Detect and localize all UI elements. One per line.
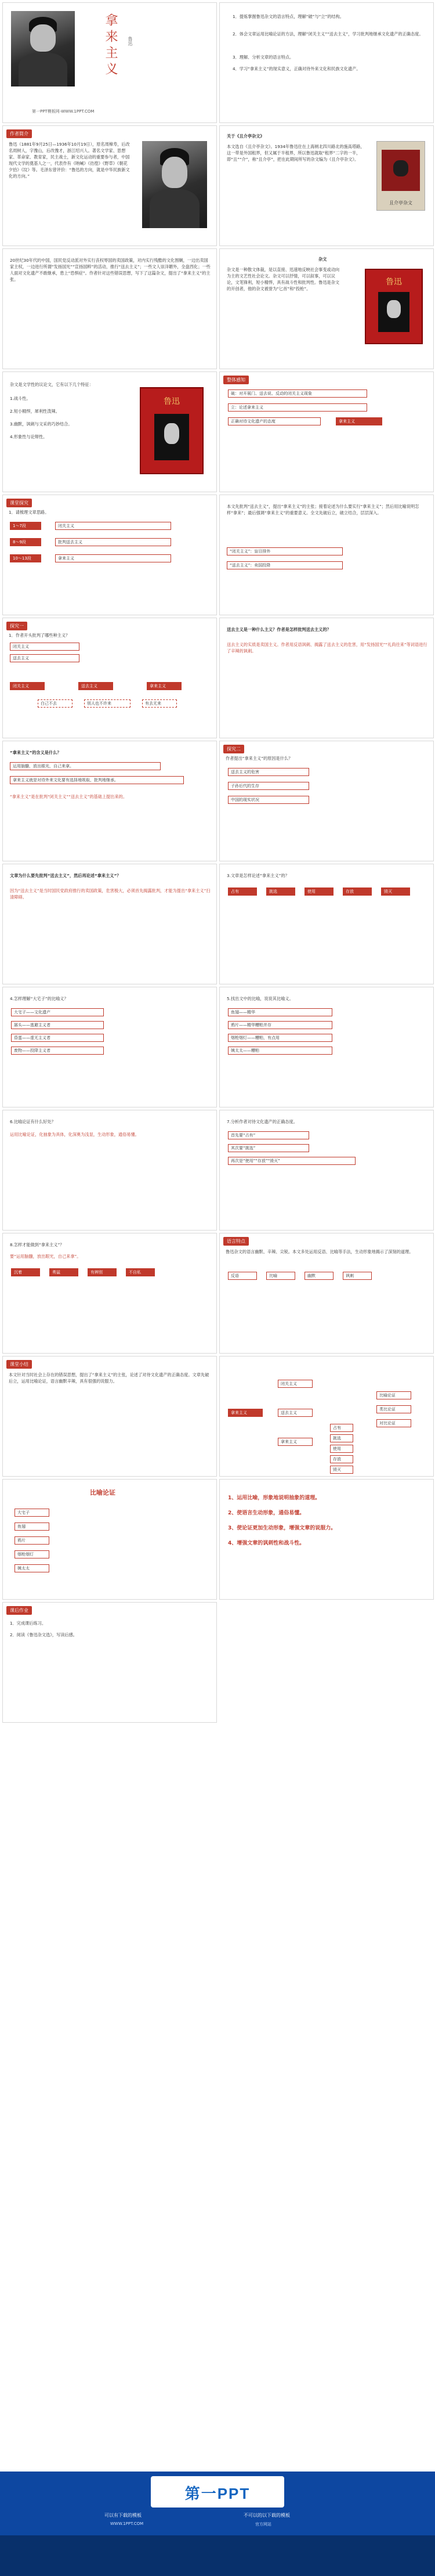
slide-q5 xyxy=(219,741,434,861)
mind-node-5: 挑选 xyxy=(330,1434,353,1442)
q12-answer: 要“运用脑髓，放出眼光，自己来拿”。 xyxy=(10,1254,81,1259)
slide-mind xyxy=(219,1356,434,1477)
author-intro-text: 鲁迅（1881年9月25日—1936年10月19日），原名周樟寿，后改名周树人，字豫山，后改豫才，浙江绍兴人。著名文学家、思想家、革命家、教育家，民主战士，新文化运动的重要参与者，中国现代文学的奠基人之一，代表作有《呐喊》《彷徨》《野草》《朝花夕拾》《坟》等。毛泽东曾评价：“鲁迅的方向，就是中华民族新文化的方向。” xyxy=(9,142,130,179)
slide-q10 xyxy=(2,1110,217,1231)
lang-item-1: 反语 xyxy=(228,1272,257,1280)
feature-2: 2.短小精悍，犀利性泼辣。 xyxy=(10,409,60,414)
red-point-2: 2、使语言生动形象，通俗易懂。 xyxy=(228,1510,305,1516)
book-intro-text: 本文选自《且介亭杂文》。1934年鲁迅住在上海闸北四川路北的施高塔路，这一带是外国租界，但又属于半租界，所以鲁迅就取“租界”二字的一半，即“且”“介”，称“且介亭”，把在此期间所写的杂文编为《且介亭杂文》。 xyxy=(227,144,365,162)
q12-item-3: 有辨别 xyxy=(88,1268,117,1276)
q2-chain-2: 送去主义 xyxy=(78,682,113,690)
mind-right-1: 比喻论证 xyxy=(376,1391,411,1399)
q6-text: 文章为什么要先批判“送去主义”，然后再论述“拿来主义”？ xyxy=(10,873,121,878)
q2-item-1: 闭关主义 xyxy=(10,643,79,651)
q3-answer: 送去主义的实质是卖国主义。作者用反语讽刺、揭露了送去主义的危害，用“发扬国光”“礼尚往来”等词语进行了辛辣的讽刺。 xyxy=(227,642,427,654)
background-text: 20世纪30年代的中国，国民党反动派对外实行丧权辱国的卖国政策，对内实行残酷的文化围剿，一边出卖国家主权，一边进行所谓“发扬国光”“宣扬国粹”的活动，推行“送去主义”；一些文人崇洋媚外，全盘西化；一些人面对文化遗产不敢继承，患上“恐惧症”。作者针对这些错误思想，写下了这篇杂文，提出了“拿来主义”的主张。 xyxy=(10,258,211,282)
footer-link-2[interactable]: 不可以的以下载的模板 xyxy=(244,2513,290,2518)
q5-row-1: 送去主义的危害 xyxy=(228,768,309,776)
q9-item-4: 姨太太——糟粕 xyxy=(228,1047,332,1055)
author-photo xyxy=(142,141,207,228)
brand-logo[interactable]: 第一PPT xyxy=(151,2476,284,2508)
slide-book-intro xyxy=(219,125,434,246)
slide-background xyxy=(2,248,217,369)
slide-genre xyxy=(219,248,434,369)
q12-question: 8.怎样才能做到“拿来主义”？ xyxy=(10,1242,64,1247)
lang-text: 鲁迅杂文的语言幽默、辛辣、尖锐。本文多处运用反语、比喻等手法，生动形象地揭示了深刻的道理。 xyxy=(226,1249,414,1254)
section-tag: 课堂探究 xyxy=(6,499,32,507)
cover-author: 鲁迅 xyxy=(128,37,133,46)
structure-item-1: 破：对开展门、送去说、反动的闭关主义现象 xyxy=(228,389,367,398)
cover-url: 第一PPT模板网-WWW.1PPT.COM xyxy=(32,109,95,114)
q4-answer-2: 拿来主义就是对待外来文化要有选择地吸取，批判地继承。 xyxy=(10,776,184,784)
footer-band xyxy=(0,2535,435,2576)
cover-title: 拿来主义 xyxy=(103,13,118,78)
q2-label-3: 有去无来 xyxy=(142,699,177,708)
slide-red-points xyxy=(219,1479,434,1600)
slide-q4 xyxy=(2,741,217,861)
q2-chain-3: 拿来主义 xyxy=(147,682,182,690)
slide-summary xyxy=(2,1356,217,1477)
book-image: 鲁迅 xyxy=(140,387,204,474)
mind-node-4: 占有 xyxy=(330,1424,353,1432)
q5-question: 作者提出“拿来主义”的原因是什么？ xyxy=(226,756,293,761)
slide-q11 xyxy=(219,1110,434,1231)
rhetoric-item-5: 姨太太 xyxy=(14,1564,49,1572)
fill-row-3-right: 拿来主义 xyxy=(55,554,171,562)
rhetoric-title: 比喻论证 xyxy=(90,1489,115,1496)
reading-line-2: “送去主义”：卖国投降 xyxy=(227,561,343,569)
goal-1: 1．提炼掌握鲁迅杂文的语言特点，理解“破”与“立”的结构。 xyxy=(233,14,344,19)
mind-node-6: 使用 xyxy=(330,1445,353,1453)
fill-question: 1．请梳理文章思路。 xyxy=(9,510,49,515)
footer-site[interactable]: 官方网站 xyxy=(255,2522,271,2527)
q12-item-4: 不自私 xyxy=(126,1268,155,1276)
q7-item-2: 挑选 xyxy=(266,887,295,896)
lu-xun-portrait xyxy=(11,11,75,86)
slide-q2 xyxy=(2,618,217,738)
mind-node-7: 存放 xyxy=(330,1455,353,1463)
q4-note: “拿来主义”是在批判“闭关主义”“送去主义”的基础上提出来的。 xyxy=(10,794,128,799)
section-tag: 课后作业 xyxy=(6,1606,32,1615)
reading-line-1: “闭关主义”：盲目排外 xyxy=(227,547,343,555)
q9-item-3: 烟枪烟灯——糟粕，有点用 xyxy=(228,1034,332,1042)
slide-q12 xyxy=(2,1233,217,1354)
q11-item-3: 再次是“使用”“存放”“毁灭” xyxy=(228,1157,356,1165)
goal-2: 2．体会文章运用比喻论证的方法，理解“闭关主义”“送去主义”，学习批判地继承文化遗产的正确态度。 xyxy=(233,31,423,37)
slide-fill xyxy=(2,495,217,615)
lang-item-3: 幽默 xyxy=(304,1272,334,1280)
structure-item-3: 正确对待文化遗产的态度 xyxy=(228,417,321,425)
q2-label-2: 别人也不许来 xyxy=(84,699,130,708)
genre-title: 杂文 xyxy=(318,257,327,262)
q9-item-1: 鱼翅——精华 xyxy=(228,1008,332,1016)
book-intro-title: 关于《且介亭杂文》 xyxy=(227,134,264,139)
mind-node-8: 毁灭 xyxy=(330,1466,353,1474)
fill-row-3-left: 10～13段 xyxy=(10,554,41,562)
fill-row-2-right: 批判送去主义 xyxy=(55,538,171,546)
mind-right-2: 类比论证 xyxy=(376,1405,411,1413)
structure-item-4: 拿来主义 xyxy=(336,417,382,425)
slide-q8 xyxy=(2,987,217,1107)
q3-text: 送去主义是一种什么主义？作者是怎样批判送去主义的？ xyxy=(227,627,331,632)
fill-row-1-right: 闭关主义 xyxy=(55,522,171,530)
genre-text: 杂文是一种散文体裁，是以直接、迅速地反映社会事变或动向为主的文艺性社会论文。杂文可以抒情，可以叙事，可以议论，文笔锋利，短小精悍，具有战斗性和批判性。鲁迅是杂文的开创者，他的杂文被誉为“匕首”和“投枪”。 xyxy=(227,267,340,291)
q8-question: 4.怎样理解“大宅子”的比喻义？ xyxy=(10,996,68,1001)
fill-row-1-left: 1～7段 xyxy=(10,522,41,530)
q2-question: 1．作者开头批判了哪些种主义？ xyxy=(9,633,70,638)
q2-chain-1: 闭关主义 xyxy=(10,682,45,690)
slide-q6 xyxy=(2,864,217,984)
slide-reading-1 xyxy=(219,495,434,615)
section-tag: 课堂小结 xyxy=(6,1360,32,1369)
q9-question: 5.找出文中的比喻，说说其比喻义。 xyxy=(227,996,293,1001)
reading-text: 本文先批判“送去主义”，提出“拿来主义”的主张；接着论述为什么要实行“拿来主义”；然后用比喻说明怎样“拿来”；最后强调“拿来主义”的重要意义。全文先破后立，破立结合，层层深入。 xyxy=(227,504,419,515)
feature-3: 3.幽默，讽刺与文采的巧妙结合。 xyxy=(10,421,72,427)
q7-item-4: 存放 xyxy=(343,887,372,896)
section-tag: 语言特点 xyxy=(223,1237,249,1246)
q8-item-4: 废物——投降主义者 xyxy=(11,1047,104,1055)
slide-author-intro xyxy=(2,125,217,246)
q7-item-5: 毁灭 xyxy=(381,887,410,896)
q5-row-2: 子孙后代的生存 xyxy=(228,782,309,790)
q7-item-3: 使用 xyxy=(304,887,334,896)
q12-item-1: 沉着 xyxy=(11,1268,40,1276)
slide-goals xyxy=(219,2,434,123)
q2-label-1: 白己不去 xyxy=(38,699,72,708)
q4-text: “拿来主义”的含义是什么？ xyxy=(10,750,61,755)
red-book-image: 鲁迅 xyxy=(365,269,423,344)
footer-link-1[interactable]: 可以有下载的模板 xyxy=(104,2513,142,2518)
mind-node-3: 拿来主义 xyxy=(278,1438,313,1446)
features-lead: 杂文是文学性的议论文，它有以下几个特征： xyxy=(10,382,93,387)
slide-q7 xyxy=(219,864,434,984)
q11-item-2: 其次要“挑选” xyxy=(228,1144,309,1152)
slide-lang xyxy=(219,1233,434,1354)
q6-answer: 因为“送去主义”是当时国民党政府推行的卖国政策，危害极大，必须首先揭露批判，才能为提出“拿来主义”扫清障碍。 xyxy=(10,888,211,900)
footer-url[interactable]: WWW.1PPT.COM xyxy=(110,2521,144,2526)
lang-item-2: 比喻 xyxy=(266,1272,295,1280)
slide-features xyxy=(2,371,217,492)
slide-structure xyxy=(219,371,434,492)
section-tag: 探究二 xyxy=(223,745,244,753)
feature-4: 4.形象性与论辩性。 xyxy=(10,434,48,439)
mind-node-1: 闭关主义 xyxy=(278,1380,313,1388)
goal-4: 4．学习“拿来主义”的现实意义，正确对待外来文化和民族文化遗产。 xyxy=(233,66,361,71)
q11-item-1: 首先要“占有” xyxy=(228,1131,309,1139)
homework-1: 1．完成课后练习。 xyxy=(10,1621,46,1626)
q10-question: 6.比喻论证有什么好处？ xyxy=(10,1119,56,1124)
q8-item-1: 大宅子——文化遗产 xyxy=(11,1008,104,1016)
summary-text: 本文针对当时社会上存在的错误思想，提出了“拿来主义”的主张，论述了对待文化遗产的正确态度。文章先破后立，运用比喻论证，语言幽默辛辣，具有很强的说服力。 xyxy=(9,1372,209,1384)
q8-item-3: 昏蛋——虚无主义者 xyxy=(11,1034,104,1042)
section-tag: 整体感知 xyxy=(223,376,249,384)
site-footer xyxy=(0,2472,435,2576)
q11-question: 7.分析作者对待文化遗产的正确态度。 xyxy=(227,1119,298,1124)
red-point-3: 3、使论证更加生动形象，增强文章的说服力。 xyxy=(228,1525,336,1531)
book-cover-image: 且介亭杂文 xyxy=(376,141,425,211)
goal-3: 3．理解、分析文章的语言特点。 xyxy=(233,55,294,60)
slide-homework xyxy=(2,1602,217,1723)
rhetoric-item-4: 烟枪烟灯 xyxy=(14,1550,49,1558)
q7-item-1: 占有 xyxy=(228,887,257,896)
q10-answer: 运用比喻论证，化抽象为具体，化深奥为浅显，生动形象，通俗易懂。 xyxy=(10,1132,139,1137)
red-point-4: 4、增强文章的讽刺性和战斗性。 xyxy=(228,1540,305,1546)
lang-item-4: 讽刺 xyxy=(343,1272,372,1280)
section-tag: 作者简介 xyxy=(6,129,32,138)
red-point-1: 1、运用比喻，形象地说明抽象的道理。 xyxy=(228,1495,321,1501)
rhetoric-item-3: 鸦片 xyxy=(14,1536,49,1545)
q5-row-3: 中国的现实状况 xyxy=(228,796,309,804)
q8-item-2: 孱头——逃避主义者 xyxy=(11,1021,104,1029)
mind-node-2: 送去主义 xyxy=(278,1409,313,1417)
slide-rhetoric xyxy=(2,1479,217,1600)
mind-right-3: 对比论证 xyxy=(376,1419,411,1427)
mind-root: 拿来主义 xyxy=(228,1409,263,1417)
q9-item-2: 鸦片——精华糟粕并存 xyxy=(228,1021,332,1029)
homework-2: 2．阅读《鲁迅杂文选》，写读后感。 xyxy=(10,1632,77,1637)
feature-1: 1.战斗性。 xyxy=(10,396,31,401)
slide-q3 xyxy=(219,618,434,738)
q12-item-2: 勇猛 xyxy=(49,1268,78,1276)
slide-cover xyxy=(2,2,217,123)
slide-q9 xyxy=(219,987,434,1107)
q2-item-2: 送去主义 xyxy=(10,654,79,662)
fill-row-2-left: 8～9段 xyxy=(10,538,41,546)
section-tag: 探究一 xyxy=(6,622,27,630)
structure-item-2: 立：论述拿来主义 xyxy=(228,403,367,412)
q7-question: 3.文章是怎样论述“拿来主义”的？ xyxy=(227,873,289,878)
q4-answer-1: 运用脑髓，放出眼光，自己来拿。 xyxy=(10,762,161,770)
rhetoric-item-1: 大宅子 xyxy=(14,1509,49,1517)
rhetoric-item-2: 鱼翅 xyxy=(14,1522,49,1531)
